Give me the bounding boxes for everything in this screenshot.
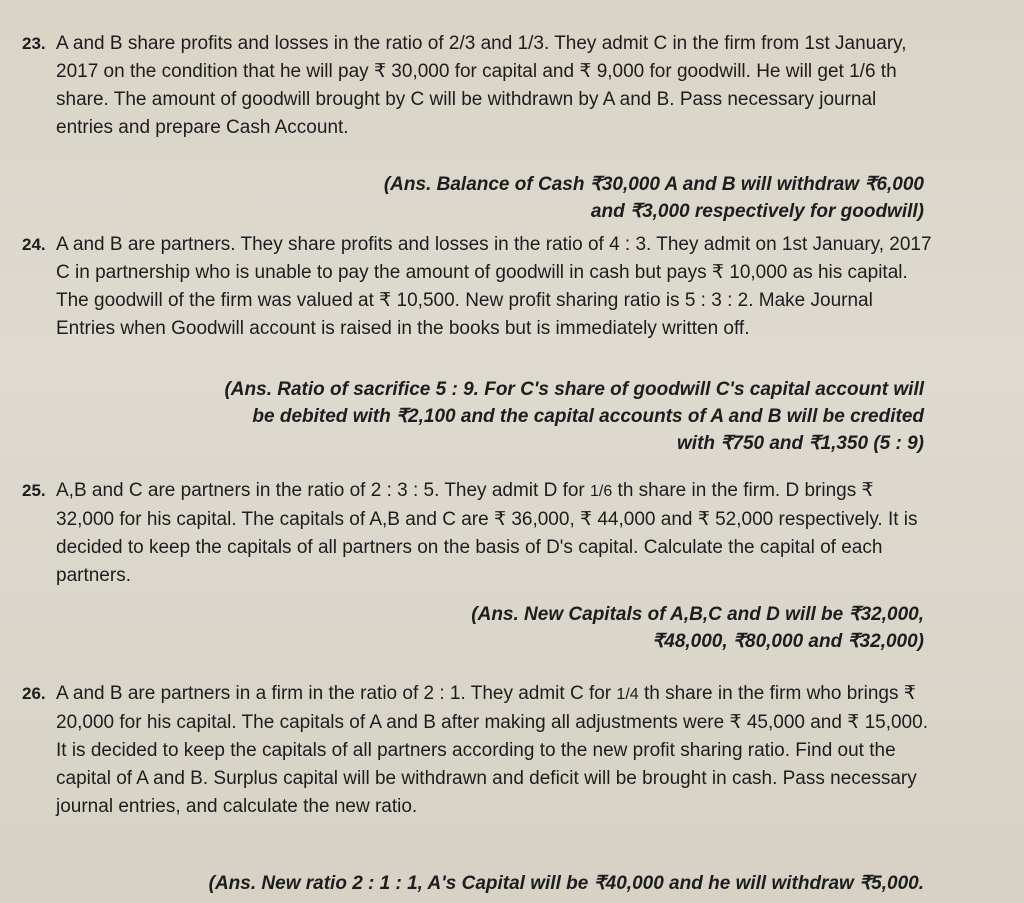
answer-23 xyxy=(204,171,924,225)
fraction: 1/4 xyxy=(616,686,639,703)
question-text: A,B and C are partners in the ratio of 2 : 3 : 5. They admit D for xyxy=(56,480,591,501)
answer-line: with ₹750 and ₹1,350 (5 : 9) xyxy=(677,433,924,454)
answer-line: (Ans. Balance of Cash ₹30,000 A and B will withdraw ₹6,000 xyxy=(383,174,924,195)
answer-line: (Ans. Ratio of sacrifice 5 : 9. For C's share of goodwill C's capital account will xyxy=(224,379,924,400)
question-text: A and B share profits and losses in the ratio of 2/3 and 1/3. They admit C in the firm from 1st January, 2017 on the condition that he will pay ₹ 30,000 for capital and ₹ 9,000 for goodwill. He will get 1/6 th share. The amount of goodwill brought by C will be withdrawn by A and B. Pass necessary journal entries and prepare Cash Account. xyxy=(56,33,907,138)
question-number: 23. xyxy=(22,34,46,53)
question-number: 26. xyxy=(22,684,46,703)
answer-line: be debited with ₹2,100 and the capital accounts of A and B will be credited xyxy=(252,406,924,427)
answer-25 xyxy=(204,601,924,655)
question-26 xyxy=(22,680,935,821)
question-text: th share in the firm. D brings ₹ 32,000 for his capital. The capitals of A,B and C are ₹ 36,000, ₹ 44,000 and ₹ 52,000 respectively. It is decided to keep the capitals of all partners on the basis of D's capital. Calculate the capital of each partners. xyxy=(56,480,918,586)
question-number: 24. xyxy=(22,235,46,254)
answer-line: and ₹3,000 respectively for goodwill) xyxy=(590,201,924,222)
answer-line: (Ans. New Capitals of A,B,C and D will be ₹32,000, xyxy=(471,604,924,625)
question-text: th share in the firm who brings ₹ 20,000 for his capital. The capitals of A and B after making all adjustments were ₹ 45,000 and ₹ 15,000. It is decided to keep the capitals of all partners according to the new profit sharing ratio. Find out the capital of A and B. Surplus capital will be withdrawn and deficit will be brought in cash. Pass necessary journal entries, and calculate the new ratio. xyxy=(56,683,928,817)
answer-26 xyxy=(44,870,924,897)
question-25 xyxy=(22,477,935,590)
question-23 xyxy=(22,30,935,142)
question-24 xyxy=(22,231,935,343)
question-text: A and B are partners in a firm in the ratio of 2 : 1. They admit C for xyxy=(56,683,617,704)
question-text: A and B are partners. They share profits and losses in the ratio of 4 : 3. They admit on 1st January, 2017 C in partnership who is unable to pay the amount of goodwill in cash but pays ₹ 10,000 as his capital. The goodwill of the firm was valued at ₹ 10,500. New profit sharing ratio is 5 : 3 : 2. Make Journal Entries when Goodwill account is raised in the books but is immediately written off. xyxy=(56,234,932,339)
question-number: 25. xyxy=(22,481,46,500)
answer-24 xyxy=(84,376,924,457)
fraction: 1/6 xyxy=(590,483,613,500)
answer-line: ₹48,000, ₹80,000 and ₹32,000) xyxy=(652,631,924,652)
answer-line: (Ans. New ratio 2 : 1 : 1, A's Capital will be ₹40,000 and he will withdraw ₹5,000. xyxy=(208,873,924,894)
